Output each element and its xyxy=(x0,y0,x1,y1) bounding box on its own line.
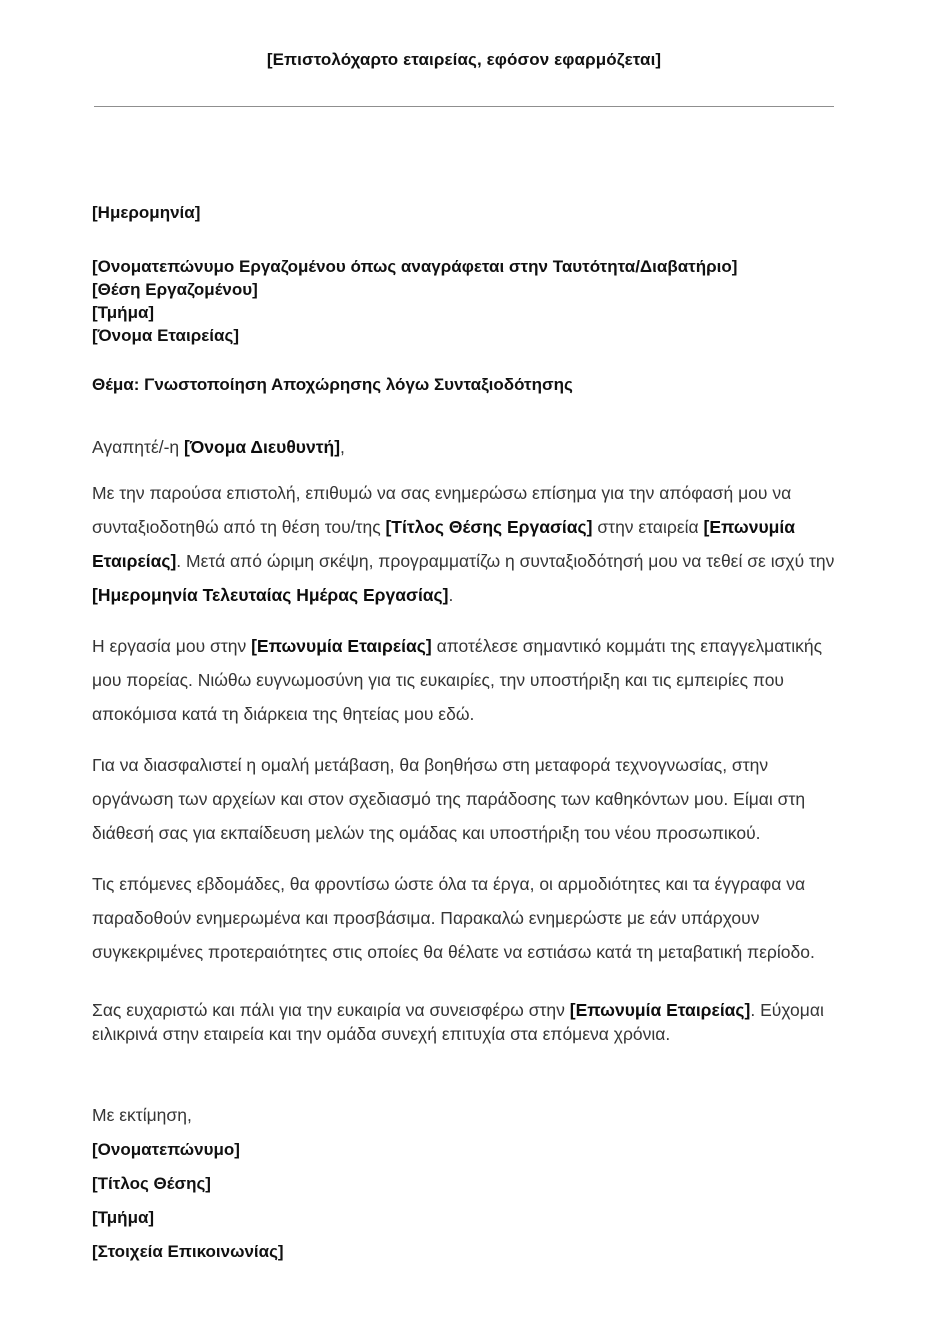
signature-name-placeholder: [Ονοματεπώνυμο] xyxy=(92,1140,240,1159)
signature-department-placeholder: [Τμήμα] xyxy=(92,1208,155,1227)
recipient-position-line: [Θέση Εργαζομένου] xyxy=(92,280,258,299)
recipient-name-line: [Ονοματεπώνυμο Εργαζομένου όπως αναγράφεται στην Ταυτότητα/Διαβατήριο] xyxy=(92,257,738,276)
recipient-company-line: [Όνομα Εταιρείας] xyxy=(92,326,239,345)
letterhead-placeholder: [Επιστολόχαρτο εταιρείας, εφόσον εφαρμόζεται] xyxy=(266,50,662,69)
closing-salutation: Με εκτίμηση, xyxy=(92,1105,192,1125)
date-placeholder: [Ημερομηνία] xyxy=(92,203,201,222)
letterhead-divider xyxy=(94,106,834,107)
body-paragraph-intent: Με την παρούσα επιστολή, επιθυμώ να σας ενημερώσω επίσημα για την απόφασή μου να συνταξιοδοτηθώ από τη θέση του/της [Τίτλος Θέσης Εργασίας] στην εταιρεία [Επωνυμία Εταιρείας]. Μετά από ώριμη σκέψη, προγραμματίζω η συνταξιοδότησή μου να τεθεί σε ισχύ την [Ημερομηνία Τελευταίας Ημέρας Εργασίας]. xyxy=(92,483,835,605)
body-paragraph-handover: Τις επόμενες εβδομάδες, θα φροντίσω ώστε όλα τα έργα, οι αρμοδιότητες και τα έγγραφα να παραδοθούν ενημερωμένα και προσβάσιμα. Παρακαλώ ενημερώστε με εάν υπάρχουν συγκεκριμένες προτεραιότητες στις οποίες θα θέλατε να εστιάσω κατά τη μεταβατική περίοδο. xyxy=(92,874,815,962)
greeting-line: Αγαπητέ/-η [Όνομα Διευθυντή], xyxy=(92,437,345,457)
recipient-block xyxy=(92,255,836,347)
body-paragraph-gratitude: Η εργασία μου στην [Επωνυμία Εταιρείας] αποτέλεσε σημαντικό κομμάτι της επαγγελματικής μου πορείας. Νιώθω ευγνωμοσύνη για τις ευκαιρίες, την υποστήριξη και τις εμπειρίες που αποκόμισα κατά τη διάρκεια της θητείας μου εδώ. xyxy=(92,636,823,724)
recipient-department-line: [Τμήμα] xyxy=(92,303,155,322)
subject-line: Θέμα: Γνωστοποίηση Αποχώρησης λόγω Συνταξιοδότησης xyxy=(92,375,573,394)
signature-contact-placeholder: [Στοιχεία Επικοινωνίας] xyxy=(92,1242,284,1261)
signature-block xyxy=(92,1104,836,1263)
body-paragraph-transition: Για να διασφαλιστεί η ομαλή μετάβαση, θα βοηθήσω στη μεταφορά τεχνογνωσίας, στην οργάνωση των αρχείων και στον σχεδιασμό της παράδοσης των καθηκόντων μου. Είμαι στη διάθεσή σας για εκπαίδευση μελών της ομάδας και υποστήριξη του νέου προσωπικού. xyxy=(92,755,806,843)
body-paragraph-thanks: Σας ευχαριστώ και πάλι για την ευκαιρία να συνεισφέρω στην [Επωνυμία Εταιρείας]. Εύχομαι ειλικρινά στην εταιρεία και την ομάδα συνεχή επιτυχία στα επόμενα χρόνια. xyxy=(92,1000,824,1044)
signature-title-placeholder: [Τίτλος Θέσης] xyxy=(92,1174,211,1193)
